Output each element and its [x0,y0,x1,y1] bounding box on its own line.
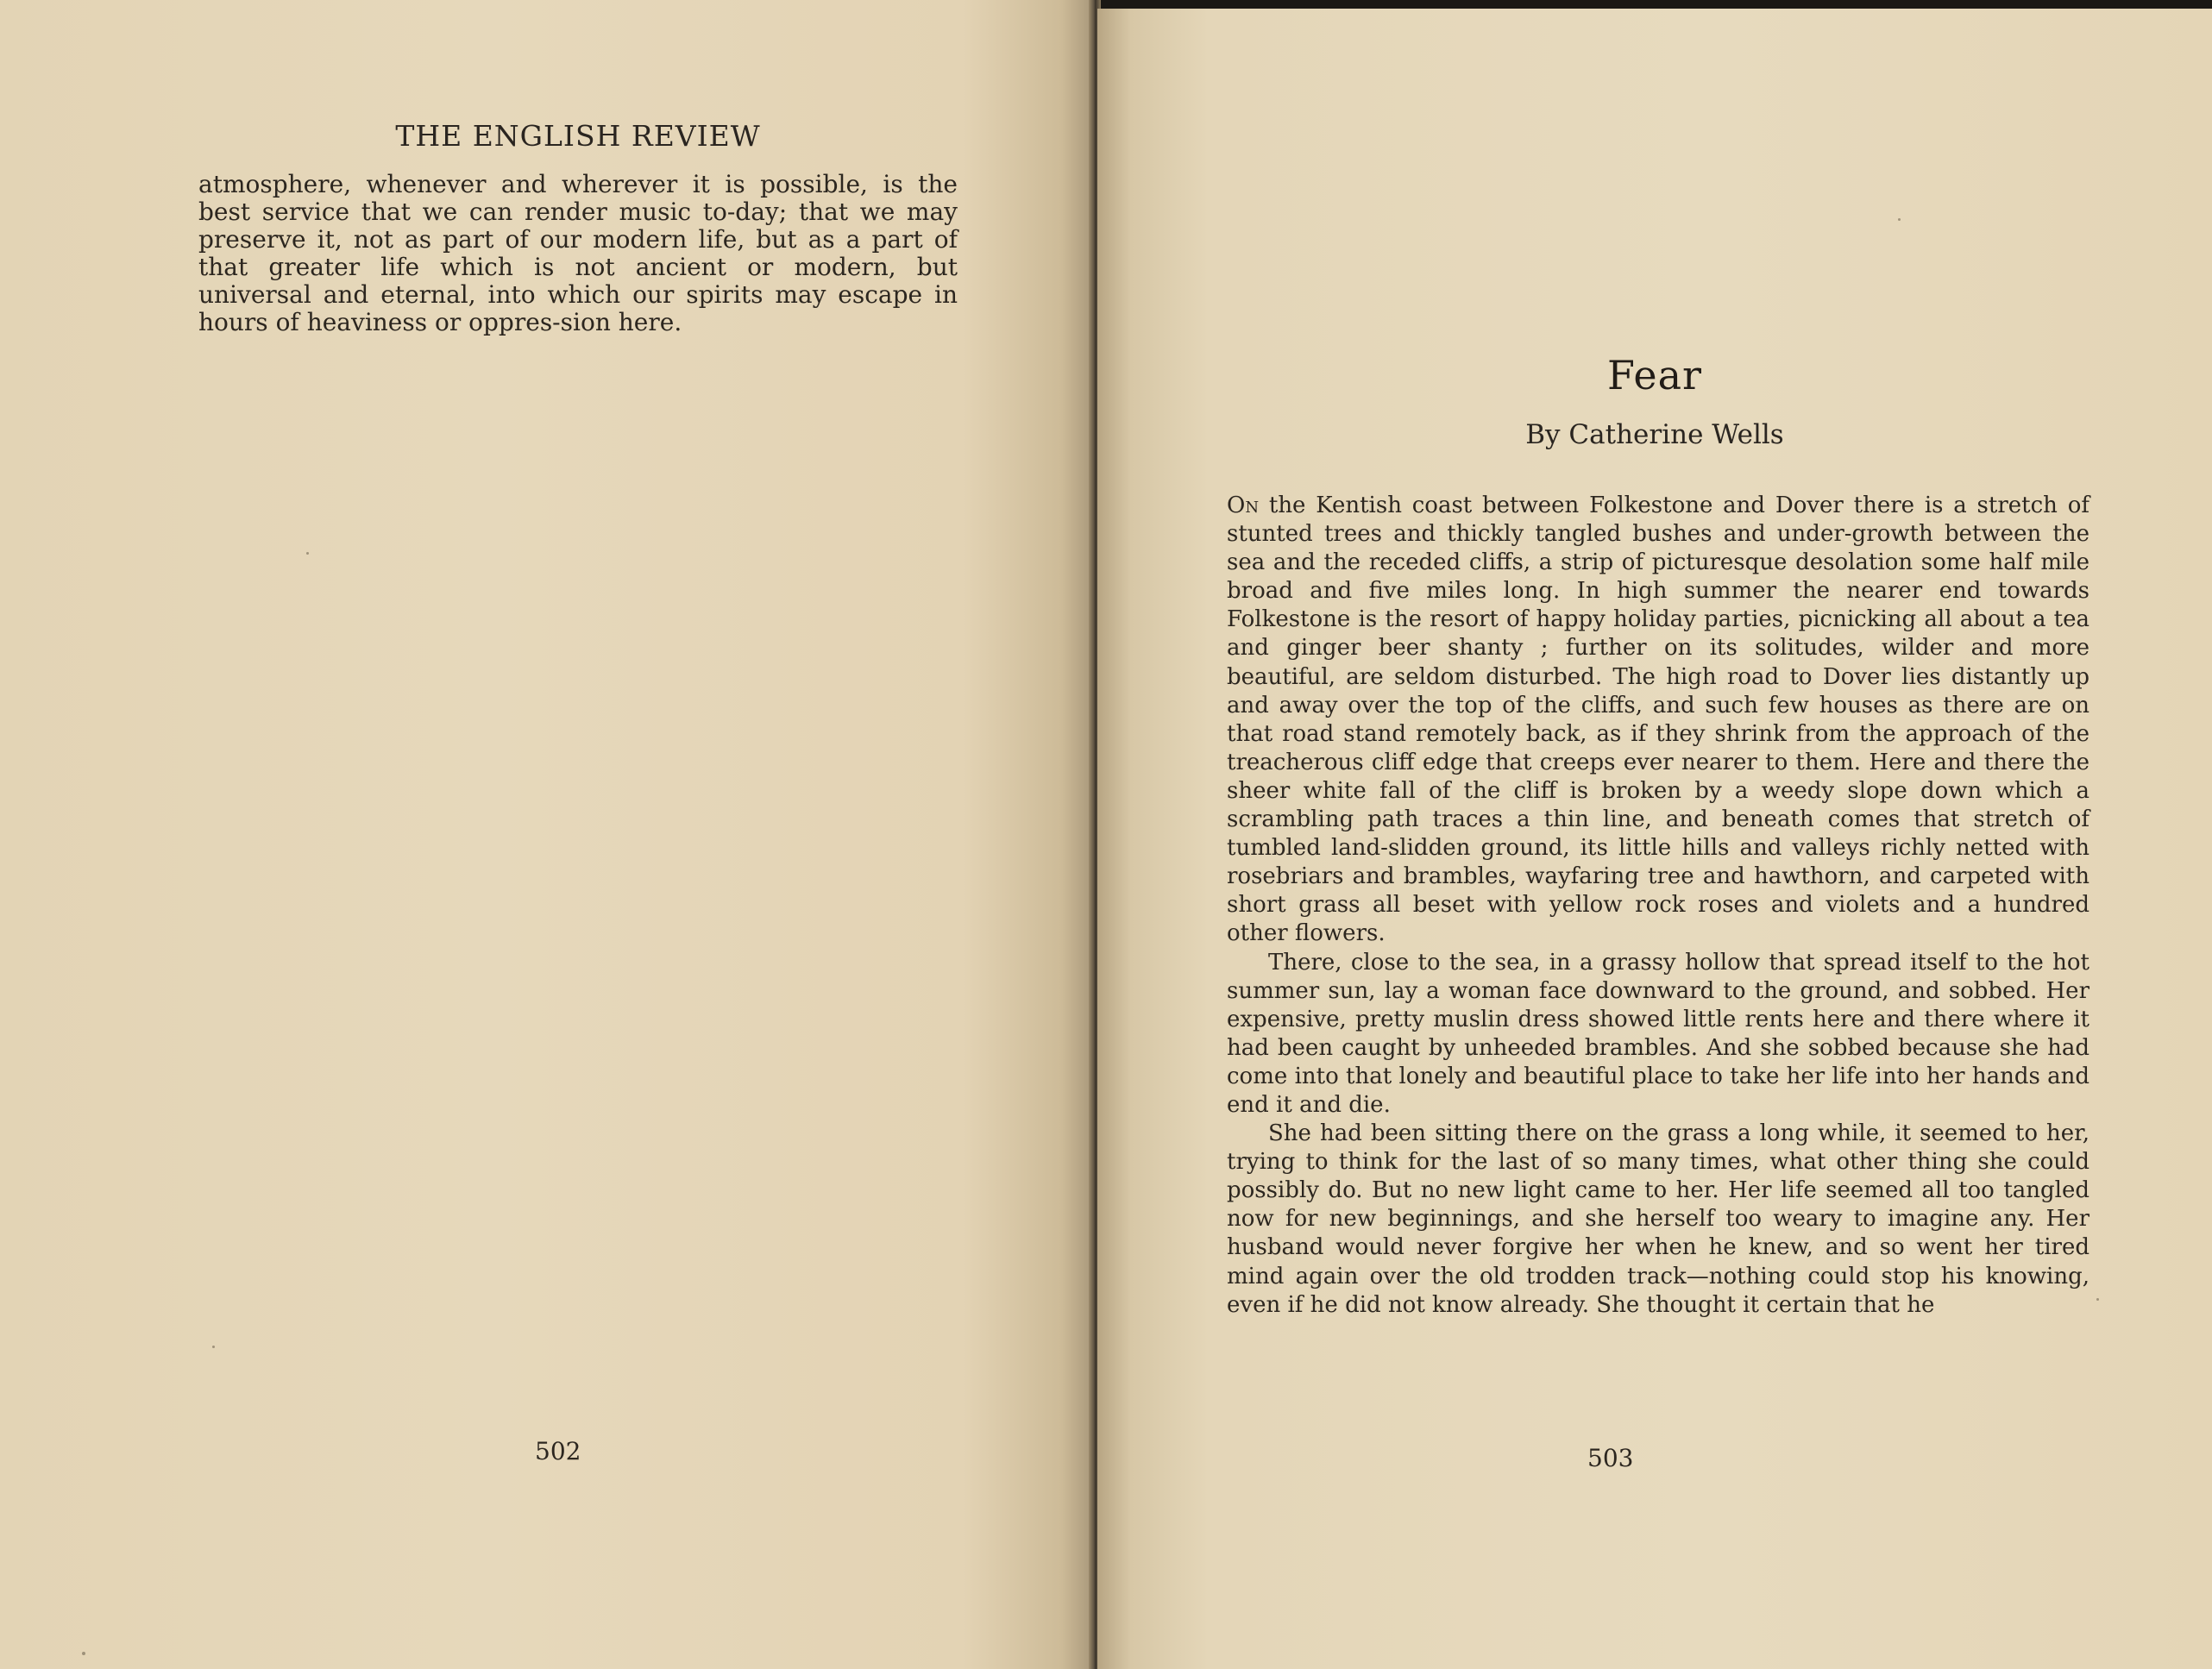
article-byline: By Catherine Wells [1525,419,1784,450]
right-page [1097,9,2212,1669]
paragraph [1227,492,2089,949]
paper-speck [306,552,309,555]
paragraph-lead: On [1227,493,1260,518]
page-number-left: 502 [535,1437,581,1465]
paper-speck [212,1346,215,1348]
paragraph: She had been sitting there on the grass a long while, it seemed to her, trying to think for the last of so many times, what other thing she could possibly do. But no new light came to her. Her life seemed all too tangled now for new beginnings, and she herself too weary to imagine any. Her husband would never forgive her when he knew, and so went her tired mind again over the old trodden track—nothing could stop his knowing, even if he did not know already. She thought it certain that he [1227,1120,2089,1318]
running-head: THE ENGLISH REVIEW [395,119,761,153]
article-title: Fear [1606,352,1703,398]
paragraph-text: the Kentish coast between Folkestone and Dover there is a stretch of stunted trees and thickly tangled bushes and under-growth between the sea and the receded cliffs, a strip of picturesque desolation some half mile broad and five miles long. In high summer the nearer end towards Folkestone is the resort of happy holiday parties, picnicking all about a tea and ginger beer shanty ; further on its solitudes, wilder and more beautiful, are seldom disturbed. The high road to Dover lies distantly up and away over the top of the cliffs, and such few houses as there are on that road stand remotely back, as if they shrink from the approach of the treacherous cliff edge that creeps ever nearer to them. Here and there the sheer white fall of the cliff is broken by a weedy slope down which a scrambling path traces a thin line, and beneath comes that stretch of tumbled land-slidden ground, its little hills and valleys richly netted with rosebriars and brambles, wayfaring tree and hawthorn, and carpeted with short grass all beset with yellow rock roses and violets and a hundred other flowers. [1227,493,2089,947]
paper-speck [1898,218,1901,221]
left-page-text: atmosphere, whenever and wherever it is possible, is the best service that we can render music to-day; that we may preserve it, not as part of our modern life, but as a part of that greater life which is not ancient or modern, but universal and eternal, into which our spirits may escape in hours of heaviness or oppres-sion here. [198,170,958,336]
left-page [0,0,1094,1669]
paper-speck [82,1652,85,1655]
paragraph: There, close to the sea, in a grassy hollow that spread itself to the hot summer sun, lay a woman face downward to the ground, and sobbed. Her expensive, pretty muslin dress showed little rents here and there where it had been caught by unheeded brambles. And she sobbed because she had come into that lonely and beautiful place to take her life into her hands and end it and die. [1227,949,2089,1118]
paper-speck [2096,1298,2099,1301]
page-number-right: 503 [1587,1444,1634,1472]
article-body [1227,492,2089,1320]
